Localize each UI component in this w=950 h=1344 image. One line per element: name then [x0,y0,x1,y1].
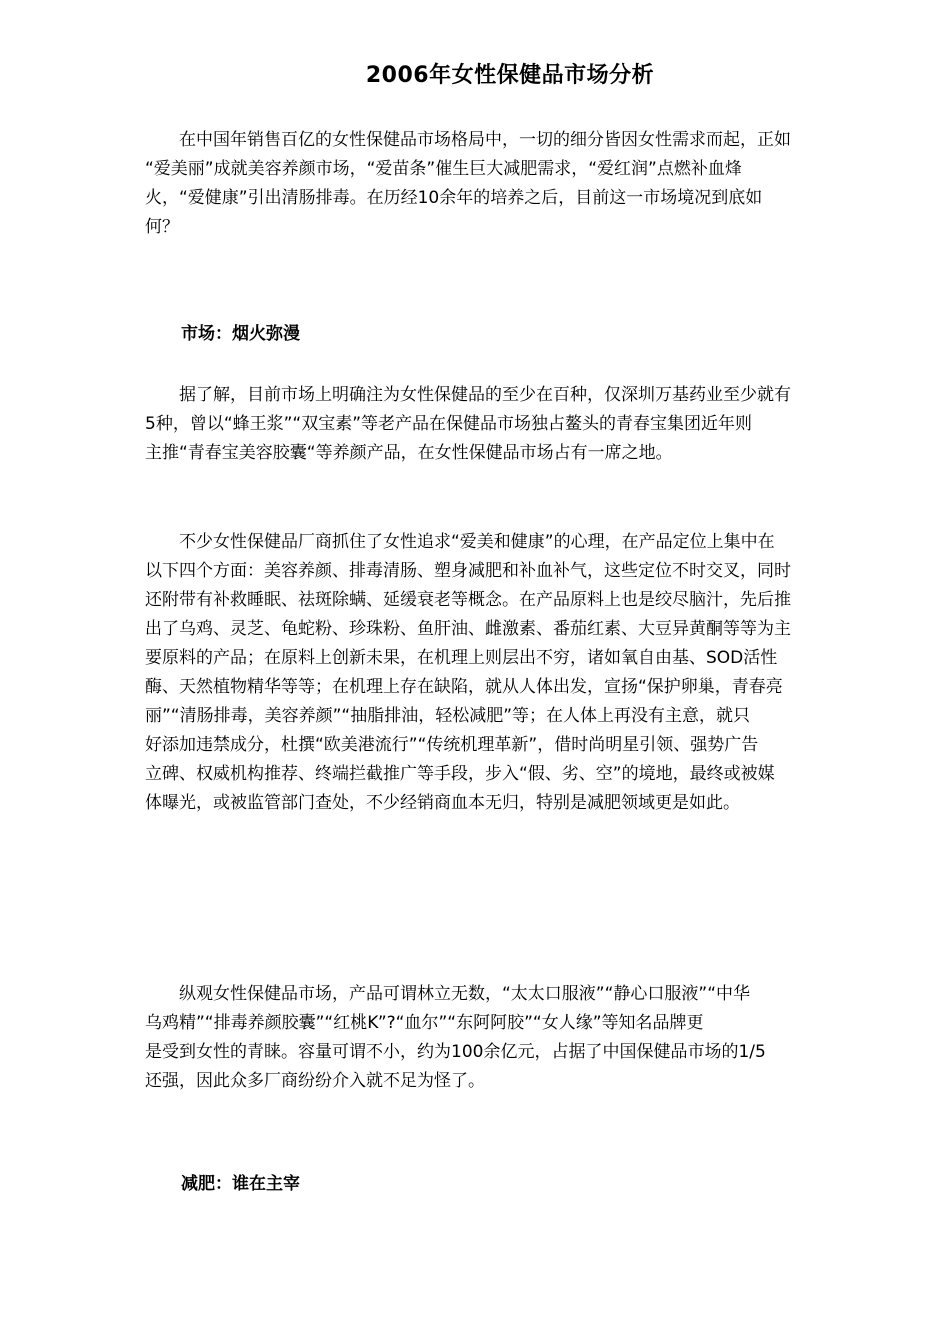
paragraph-line: 还附带有补救睡眠、祛斑除螨、延缓衰老等概念。在产品原料上也是绞尽脑汁，先后推 [145,590,791,610]
section-heading-market: 市场：烟火弥漫 [181,324,300,344]
paragraph-line: 何？ [145,217,179,237]
paragraph-line: 立碑、权威机构推荐、终端拦截推广等手段，步入“假、劣、空”的境地，最终或被媒 [145,764,775,784]
market-paragraph-1 [145,381,873,468]
paragraph-line: 酶、天然植物精华等等；在机理上存在缺陷，就从人体出发，宣扬“保护卵巢，青春亮 [145,677,783,697]
paragraph-line: 丽”“清肠排毒，美容养颜”“抽脂排油，轻松减肥”等；在人体上再没有主意，就只 [145,706,751,726]
paragraph-line: 不少女性保健品厂商抓住了女性追求“爱美和健康”的心理，在产品定位上集中在 [145,532,775,552]
section-heading-weight-loss: 减肥：谁在主宰 [181,1174,300,1194]
paragraph-line: 是受到女性的青睐。容量可谓不小，约为100余亿元，占据了中国保健品市场的1/5 [145,1042,766,1062]
paragraph-line: 纵观女性保健品市场，产品可谓林立无数，“太太口服液”“静心口服液”“中华 [145,984,751,1004]
paragraph-line: “爱美丽”成就美容养颜市场，“爱苗条”催生巨大减肥需求，“爱红润”点燃补血烽 [145,159,742,179]
market-paragraph-3 [145,980,873,1096]
paragraph-line: 好添加违禁成分，杜撰“欧美港流行”“传统机理革新”，借时尚明星引领、强势广告 [145,735,759,755]
paragraph-line: 主推“青春宝美容胶囊“等养颜产品，在女性保健品市场占有一席之地。 [145,443,673,463]
paragraph-line: 据了解，目前市场上明确注为女性保健品的至少在百种，仅深圳万基药业至少就有 [145,385,791,405]
paragraph-line: 乌鸡精”“排毒养颜胶囊”“红桃K”?“血尔”“东阿阿胶”“女人缘”等知名品牌更 [145,1013,704,1033]
intro-paragraph [145,126,873,242]
paragraph-line: 体曝光，或被监管部门查处，不少经销商血本无归，特别是减肥领域更是如此。 [145,793,740,813]
paragraph-line: 还强，因此众多厂商纷纷介入就不足为怪了。 [145,1071,485,1091]
paragraph-line: 在中国年销售百亿的女性保健品市场格局中，一切的细分皆因女性需求而起，正如 [145,130,791,150]
market-paragraph-2 [145,528,873,818]
paragraph-line: 要原料的产品；在原料上创新未果，在机理上则层出不穷，诸如氧自由基、SOD活性 [145,648,778,668]
paragraph-line: 火，“爱健康”引出清肠排毒。在历经10余年的培养之后，目前这一市场境况到底如 [145,188,763,208]
paragraph-line: 5种，曾以“蜂王浆”“双宝素”等老产品在保健品市场独占鳌头的青春宝集团近年则 [145,414,753,434]
document-title: 2006年女性保健品市场分析 [365,63,655,88]
paragraph-line: 出了乌鸡、灵芝、龟蛇粉、珍珠粉、鱼肝油、雌激素、番茄红素、大豆异黄酮等等为主 [145,619,791,639]
paragraph-line: 以下四个方面：美容养颜、排毒清肠、塑身减肥和补血补气，这些定位不时交叉，同时 [145,561,791,581]
